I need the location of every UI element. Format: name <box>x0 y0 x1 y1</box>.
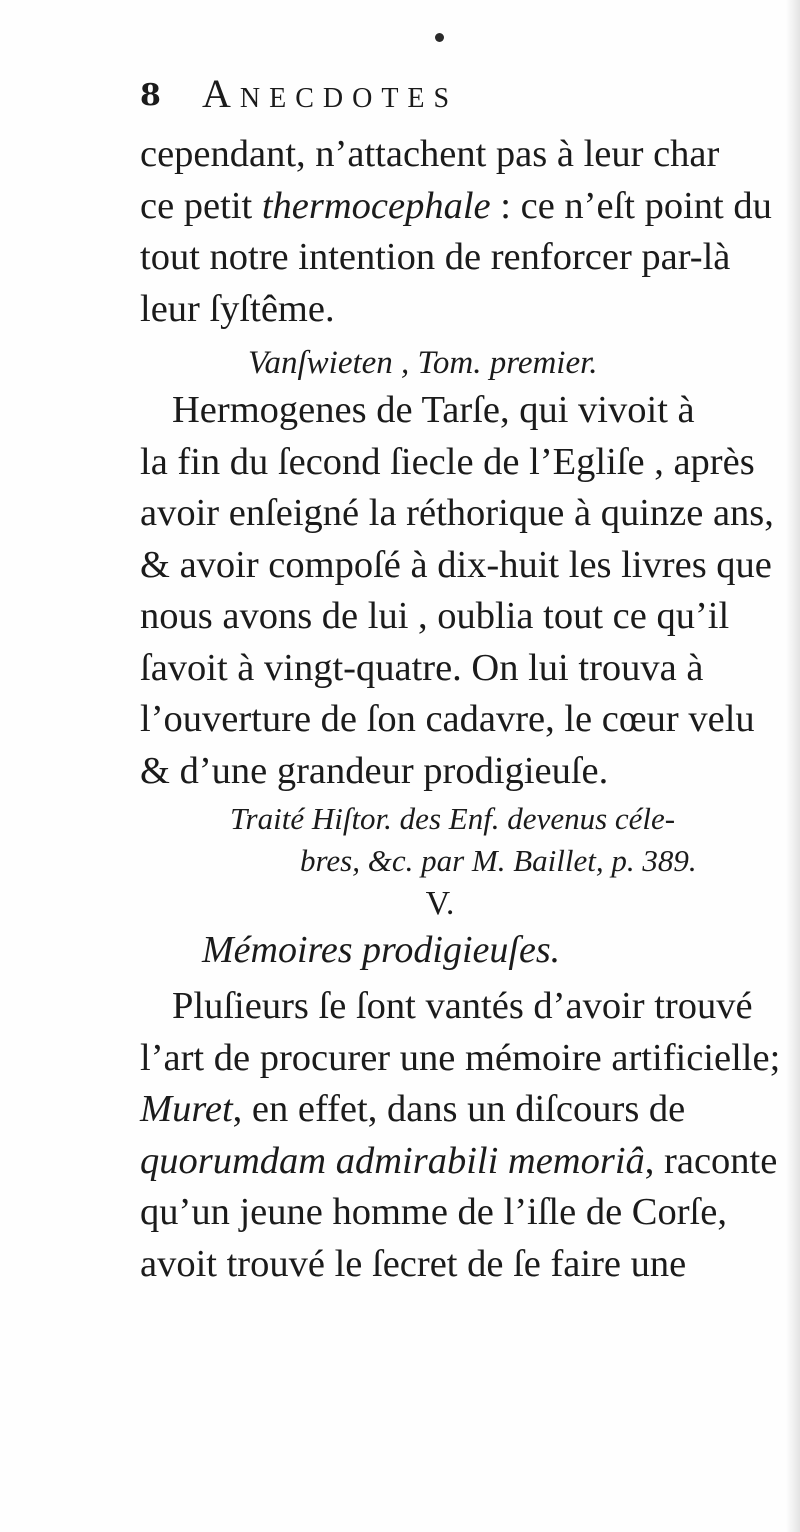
paragraph-start: Hermogenes de Tarſe, qui vivoit à <box>172 389 695 431</box>
page-edge-shadow <box>786 0 800 1532</box>
text-fragment: : ce n’eſt point du <box>490 184 772 227</box>
body-text <box>140 135 780 1296</box>
text-line: cependant, n’attachent pas à leur char <box>140 133 720 175</box>
text-line: avoit trouvé le ſecret de ſe faire une <box>140 1242 687 1285</box>
text-line <box>140 1090 780 1142</box>
text-line: tout notre intention de renforcer par-là <box>140 236 731 278</box>
italic-name: Muret <box>140 1088 233 1130</box>
text-line <box>140 1139 780 1194</box>
citation: Vanſwieten , Tom. premier. <box>248 345 598 381</box>
text-line: qu’un jeune homme de l’iſle de Corſe, <box>140 1191 727 1233</box>
page-number: 8 <box>140 78 161 113</box>
text-line: l’ouverture de ſon cadavre, le cœur velu <box>140 698 755 740</box>
italic-term: thermocephale <box>261 184 491 227</box>
text-line <box>140 184 780 239</box>
running-title: Anecdotes <box>202 71 459 116</box>
citation: bres, &c. par M. Baillet, p. 389. <box>300 843 697 878</box>
running-head <box>140 70 700 130</box>
citation: Traité Hiſtor. des Enf. devenus céle- <box>230 801 676 836</box>
text-fragment: ce petit <box>140 184 262 227</box>
text-line: la fin du ſecond ſiecle de l’Egliſe , après <box>140 440 755 483</box>
text-line: nous avons de lui , oublia tout ce qu’il <box>140 595 730 637</box>
paragraph-start: Pluſieurs ſe ſont vantés d’avoir trouvé <box>172 985 753 1027</box>
text-line: ſavoit à vingt-quatre. On lui trouva à <box>140 646 704 689</box>
section-number: V. <box>425 885 455 922</box>
text-line: l’art de procurer une mémoire artificielle; <box>140 1036 781 1079</box>
text-fragment: , en effet, dans un diſcours de <box>232 1088 686 1130</box>
text-line: leur ſyſtême. <box>140 287 335 330</box>
section-title: Mémoires prodigieuſes. <box>202 929 561 971</box>
text-fragment: , raconte <box>644 1139 778 1182</box>
text-line: & d’une grandeur prodigieuſe. <box>140 749 609 792</box>
ink-spot <box>435 33 444 42</box>
italic-title: quorumdam admirabili memoriâ <box>140 1139 645 1182</box>
text-line: avoir enſeigné la réthorique à quinze ans, <box>140 492 774 534</box>
text-line: & avoir compoſé à dix-huit les livres que <box>140 543 772 586</box>
